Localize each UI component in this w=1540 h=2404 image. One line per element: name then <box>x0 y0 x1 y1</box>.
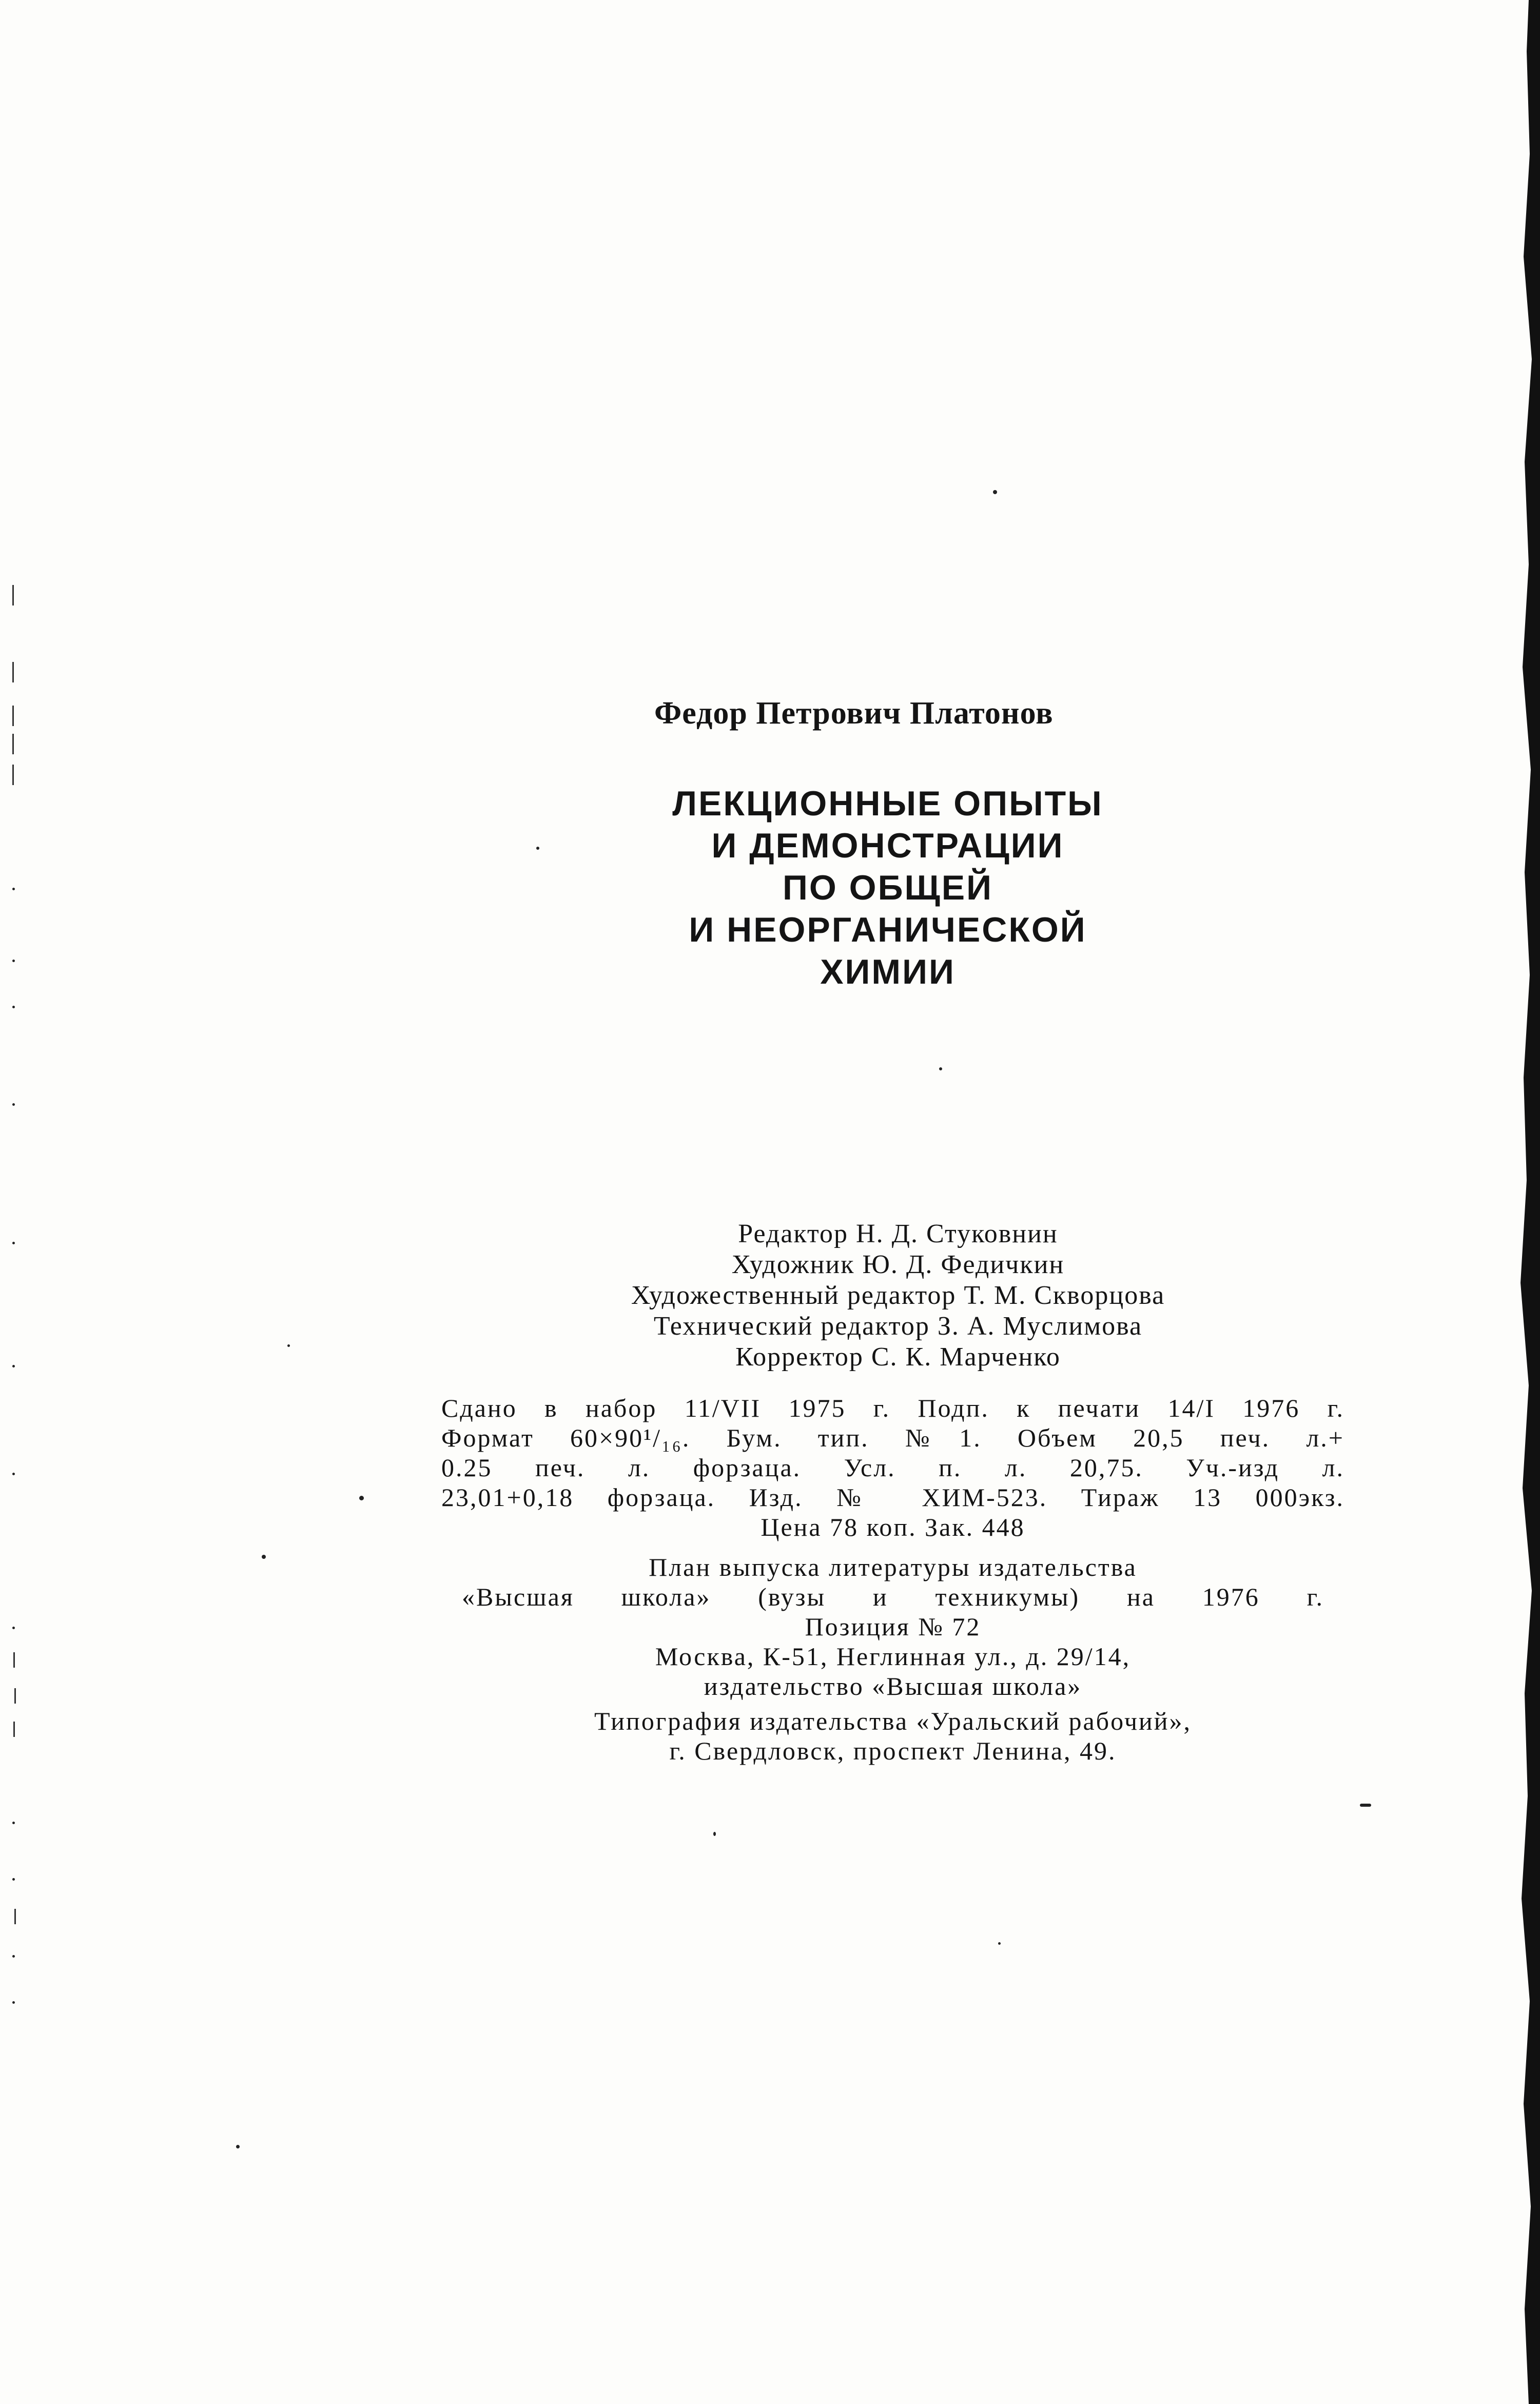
margin-dot <box>12 1878 15 1881</box>
printer-line: г. Свердловск, проспект Ленина, 49. <box>669 1736 1117 1765</box>
scanned-page-edge <box>1509 0 1540 2404</box>
plan-line: издательство «Высшая школа» <box>704 1672 1082 1701</box>
margin-mark <box>13 1652 15 1668</box>
imprint-block <box>441 1393 1344 1542</box>
margin-mark <box>12 706 14 726</box>
margin-mark <box>12 662 14 682</box>
title-line: И ДЕМОНСТРАЦИИ <box>711 826 1064 865</box>
margin-mark <box>13 1722 15 1737</box>
imprint-line: Формат 60×90¹/₁₆. Бум. тип. №1. Объем 20,5 печ. л.+ <box>441 1423 1344 1452</box>
title-line: И НЕОРГАНИЧЕСКОЙ <box>689 910 1087 949</box>
title-line: ПО ОБЩЕЙ <box>783 868 993 907</box>
imprint-line: 23,01+0,18 форзаца. Изд. № ХИМ-523. Тираж 13 000экз. <box>441 1483 1344 1512</box>
printing-house-block <box>508 1706 1278 1766</box>
margin-mark <box>12 734 14 754</box>
title-line: ХИМИИ <box>820 952 956 991</box>
credit-line: Художник Ю. Д. Федичкин <box>731 1250 1065 1279</box>
plan-line: Позиция № 72 <box>805 1612 981 1641</box>
scan-speck <box>998 1942 1001 1945</box>
scan-speck <box>939 1067 942 1070</box>
scan-speck <box>236 2145 240 2148</box>
margin-dot <box>12 1103 15 1106</box>
scan-speck <box>1360 1804 1371 1807</box>
book-title <box>606 783 1170 993</box>
credit-line: Корректор С. К. Марченко <box>735 1342 1061 1372</box>
margin-mark <box>14 1909 16 1924</box>
margin-dot <box>12 1365 15 1367</box>
credit-line: Редактор Н. Д. Стуковнин <box>738 1219 1058 1248</box>
printer-line: Типография издательства «Уральский рабочий», <box>594 1707 1192 1735</box>
scan-speck <box>262 1555 266 1559</box>
margin-mark <box>12 585 14 605</box>
margin-dot <box>12 1822 15 1824</box>
title-line: ЛЕКЦИОННЫЕ ОПЫТЫ <box>672 784 1103 823</box>
margin-dot <box>12 1242 15 1244</box>
imprint-line: Цена 78 коп. Зак. 448 <box>761 1513 1025 1541</box>
scan-speck <box>713 1832 716 1836</box>
margin-dot <box>12 1473 15 1475</box>
margin-dot <box>12 1955 15 1958</box>
credits-block <box>544 1219 1252 1373</box>
margin-mark <box>14 1688 16 1704</box>
scan-speck <box>287 1344 290 1347</box>
margin-dot <box>12 2001 15 2004</box>
credit-line: Технический редактор З. А. Муслимова <box>653 1312 1143 1341</box>
author-name: Федор Петрович Платонов <box>654 696 1054 731</box>
margin-dot <box>12 888 15 890</box>
plan-line: «Высшая школа» (вузы и техникумы) на 1976 г. <box>462 1582 1324 1611</box>
margin-mark <box>12 765 14 785</box>
imprint-line: 0.25 печ. л. форзаца. Усл. п. л. 20,75. Уч.-изд л. <box>441 1453 1344 1482</box>
plan-line: План выпуска литературы издательства <box>649 1553 1137 1581</box>
margin-dot <box>12 960 15 962</box>
scan-speck <box>536 847 539 850</box>
publishing-plan-block <box>462 1552 1324 1701</box>
imprint-line: Сдано в набор 11/VII 1975 г. Подп. к печати 14/I 1976 г. <box>441 1394 1344 1422</box>
scan-speck <box>359 1496 364 1500</box>
scan-speck <box>993 490 997 494</box>
plan-line: Москва, К-51, Неглинная ул., д. 29/14, <box>655 1642 1131 1671</box>
margin-dot <box>12 1006 15 1008</box>
margin-dot <box>12 1627 15 1629</box>
credit-line: Художественный редактор Т. М. Скворцова <box>631 1281 1165 1310</box>
